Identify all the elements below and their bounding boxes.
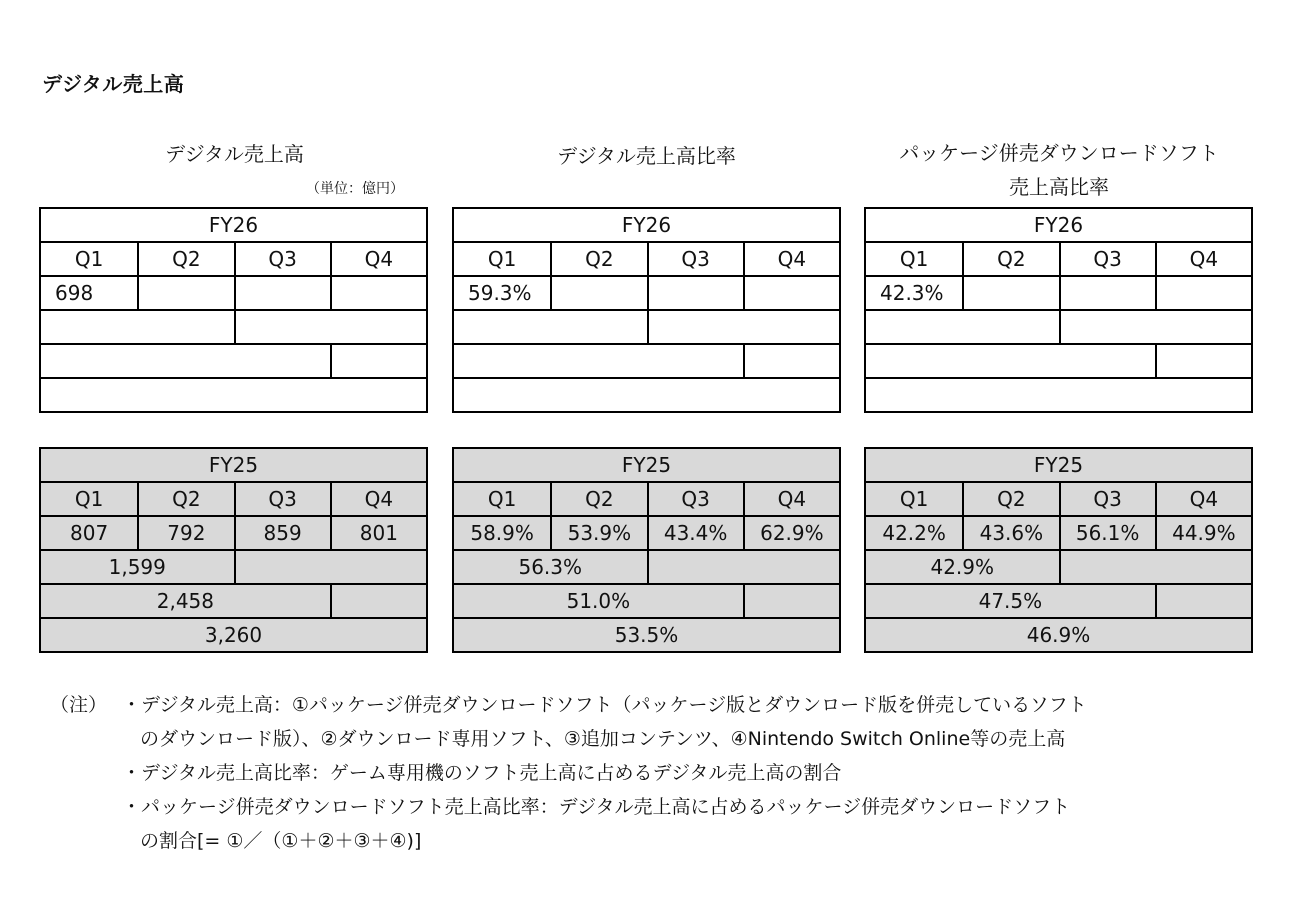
- quarter-value: 792: [137, 517, 233, 549]
- section-title-line: デジタル売上高: [165, 142, 304, 166]
- quarter-value: 801: [330, 517, 426, 549]
- empty-cell: [1155, 585, 1251, 617]
- quarter-header: Q1: [74, 247, 104, 271]
- quarter-header: Q2: [550, 243, 646, 275]
- quarter-value: [962, 277, 1058, 309]
- table-fy26-package-download-ratio: [864, 207, 1253, 413]
- table-fy25-digital-ratio: [452, 447, 841, 653]
- quarter-header: Q1: [74, 487, 104, 511]
- quarter-value: 43.6%: [962, 517, 1058, 549]
- empty-cell: [1155, 345, 1251, 377]
- quarter-header: Q4: [743, 483, 839, 515]
- section-title-line: パッケージ併売ダウンロードソフト: [899, 141, 1219, 165]
- empty-cell: [234, 311, 427, 343]
- quarter-value: [743, 277, 839, 309]
- year-header: FY25: [208, 453, 259, 477]
- nine-months-cumulative-value: [454, 345, 743, 377]
- table-fy26-digital-sales: [39, 207, 428, 413]
- nine-months-cumulative-value: 51.0%: [566, 589, 631, 613]
- quarter-header: Q1: [899, 487, 929, 511]
- quarter-header: Q2: [550, 483, 646, 515]
- quarter-value: [1059, 277, 1155, 309]
- quarter-value: [137, 277, 233, 309]
- full-year-value: [866, 379, 1251, 411]
- quarter-header: Q4: [1155, 483, 1251, 515]
- quarter-value: [234, 277, 330, 309]
- empty-cell: [647, 551, 840, 583]
- empty-cell: [1059, 551, 1252, 583]
- empty-cell: [330, 345, 426, 377]
- quarter-value: 42.2%: [882, 521, 946, 545]
- quarter-header: Q2: [137, 483, 233, 515]
- note-line: ・デジタル売上高：①パッケージ併売ダウンロードソフト（パッケージ版とダウンロード版を併売しているソフト: [122, 694, 1087, 716]
- quarter-header: Q4: [1155, 243, 1251, 275]
- h1-cumulative-value: 1,599: [108, 555, 166, 579]
- unit-note: （単位：億円）: [306, 181, 404, 197]
- quarter-header: Q3: [647, 243, 743, 275]
- empty-cell: [234, 551, 427, 583]
- year-header: FY26: [1033, 213, 1084, 237]
- full-year-value: 46.9%: [1026, 623, 1091, 647]
- nine-months-cumulative-value: 2,458: [156, 589, 214, 613]
- quarter-value: [550, 277, 646, 309]
- quarter-header: Q1: [487, 247, 517, 271]
- quarter-value: 56.1%: [1059, 517, 1155, 549]
- quarter-header: Q4: [743, 243, 839, 275]
- quarter-header: Q3: [234, 483, 330, 515]
- section-title-digital-sales: [40, 137, 429, 171]
- quarter-value: 59.3%: [468, 281, 532, 305]
- full-year-value: [41, 379, 426, 411]
- quarter-value: [1155, 277, 1251, 309]
- quarter-value: 44.9%: [1155, 517, 1251, 549]
- full-year-value: 3,260: [204, 623, 263, 647]
- empty-cell: [647, 311, 840, 343]
- h1-cumulative-value: 56.3%: [518, 555, 583, 579]
- quarter-header: Q3: [234, 243, 330, 275]
- quarter-value: 58.9%: [470, 521, 534, 545]
- note-line: ・デジタル売上高比率：ゲーム専用機のソフト売上高に占めるデジタル売上高の割合: [122, 762, 842, 784]
- h1-cumulative-value: [41, 311, 234, 343]
- table-fy25-digital-sales: [39, 447, 428, 653]
- quarter-header: Q1: [899, 247, 929, 271]
- quarter-header: Q2: [137, 243, 233, 275]
- table-fy25-package-download-ratio: [864, 447, 1253, 653]
- quarter-value: [647, 277, 743, 309]
- quarter-value: 62.9%: [743, 517, 839, 549]
- quarter-value: 698: [55, 281, 94, 305]
- empty-cell: [743, 585, 839, 617]
- quarter-header: Q1: [487, 487, 517, 511]
- quarter-value: 807: [70, 521, 109, 545]
- full-year-value: 53.5%: [614, 623, 679, 647]
- quarter-value: 53.9%: [550, 517, 646, 549]
- year-header: FY25: [621, 453, 672, 477]
- section-title-line: デジタル売上高比率: [557, 144, 736, 168]
- note-label: （注）: [50, 694, 108, 716]
- quarter-header: Q2: [962, 483, 1058, 515]
- nine-months-cumulative-value: [41, 345, 330, 377]
- note-line: ・パッケージ併売ダウンロードソフト売上高比率：デジタル売上高に占めるパッケージ併売ダウンロードソフト: [122, 796, 1071, 818]
- note-line: のダウンロード版）、②ダウンロード専用ソフト、③追加コンテンツ、④Nintendo Switch Online等の売上高: [140, 728, 1066, 750]
- quarter-value: 42.3%: [880, 281, 944, 305]
- section-title-line: 売上高比率: [1009, 175, 1109, 199]
- empty-cell: [330, 585, 426, 617]
- quarter-header: Q3: [647, 483, 743, 515]
- year-header: FY26: [208, 213, 259, 237]
- quarter-header: Q4: [330, 483, 426, 515]
- h1-cumulative-value: 42.9%: [930, 555, 995, 579]
- note-line: の割合[= ①／（①＋②＋③＋④)]: [140, 830, 422, 852]
- quarter-header: Q2: [962, 243, 1058, 275]
- quarter-header: Q3: [1059, 483, 1155, 515]
- h1-cumulative-value: [866, 311, 1059, 343]
- empty-cell: [743, 345, 839, 377]
- quarter-value: 859: [234, 517, 330, 549]
- nine-months-cumulative-value: 47.5%: [978, 589, 1043, 613]
- h1-cumulative-value: [454, 311, 647, 343]
- quarter-value: 43.4%: [647, 517, 743, 549]
- quarter-value: [330, 277, 426, 309]
- section-title-digital-ratio: [452, 139, 841, 173]
- quarter-header: Q4: [330, 243, 426, 275]
- full-year-value: [454, 379, 839, 411]
- page-title: デジタル売上高: [42, 72, 185, 96]
- section-title-package-download-ratio: [845, 136, 1273, 204]
- year-header: FY26: [621, 213, 672, 237]
- empty-cell: [1059, 311, 1252, 343]
- nine-months-cumulative-value: [866, 345, 1155, 377]
- year-header: FY25: [1033, 453, 1084, 477]
- quarter-header: Q3: [1059, 243, 1155, 275]
- table-fy26-digital-ratio: [452, 207, 841, 413]
